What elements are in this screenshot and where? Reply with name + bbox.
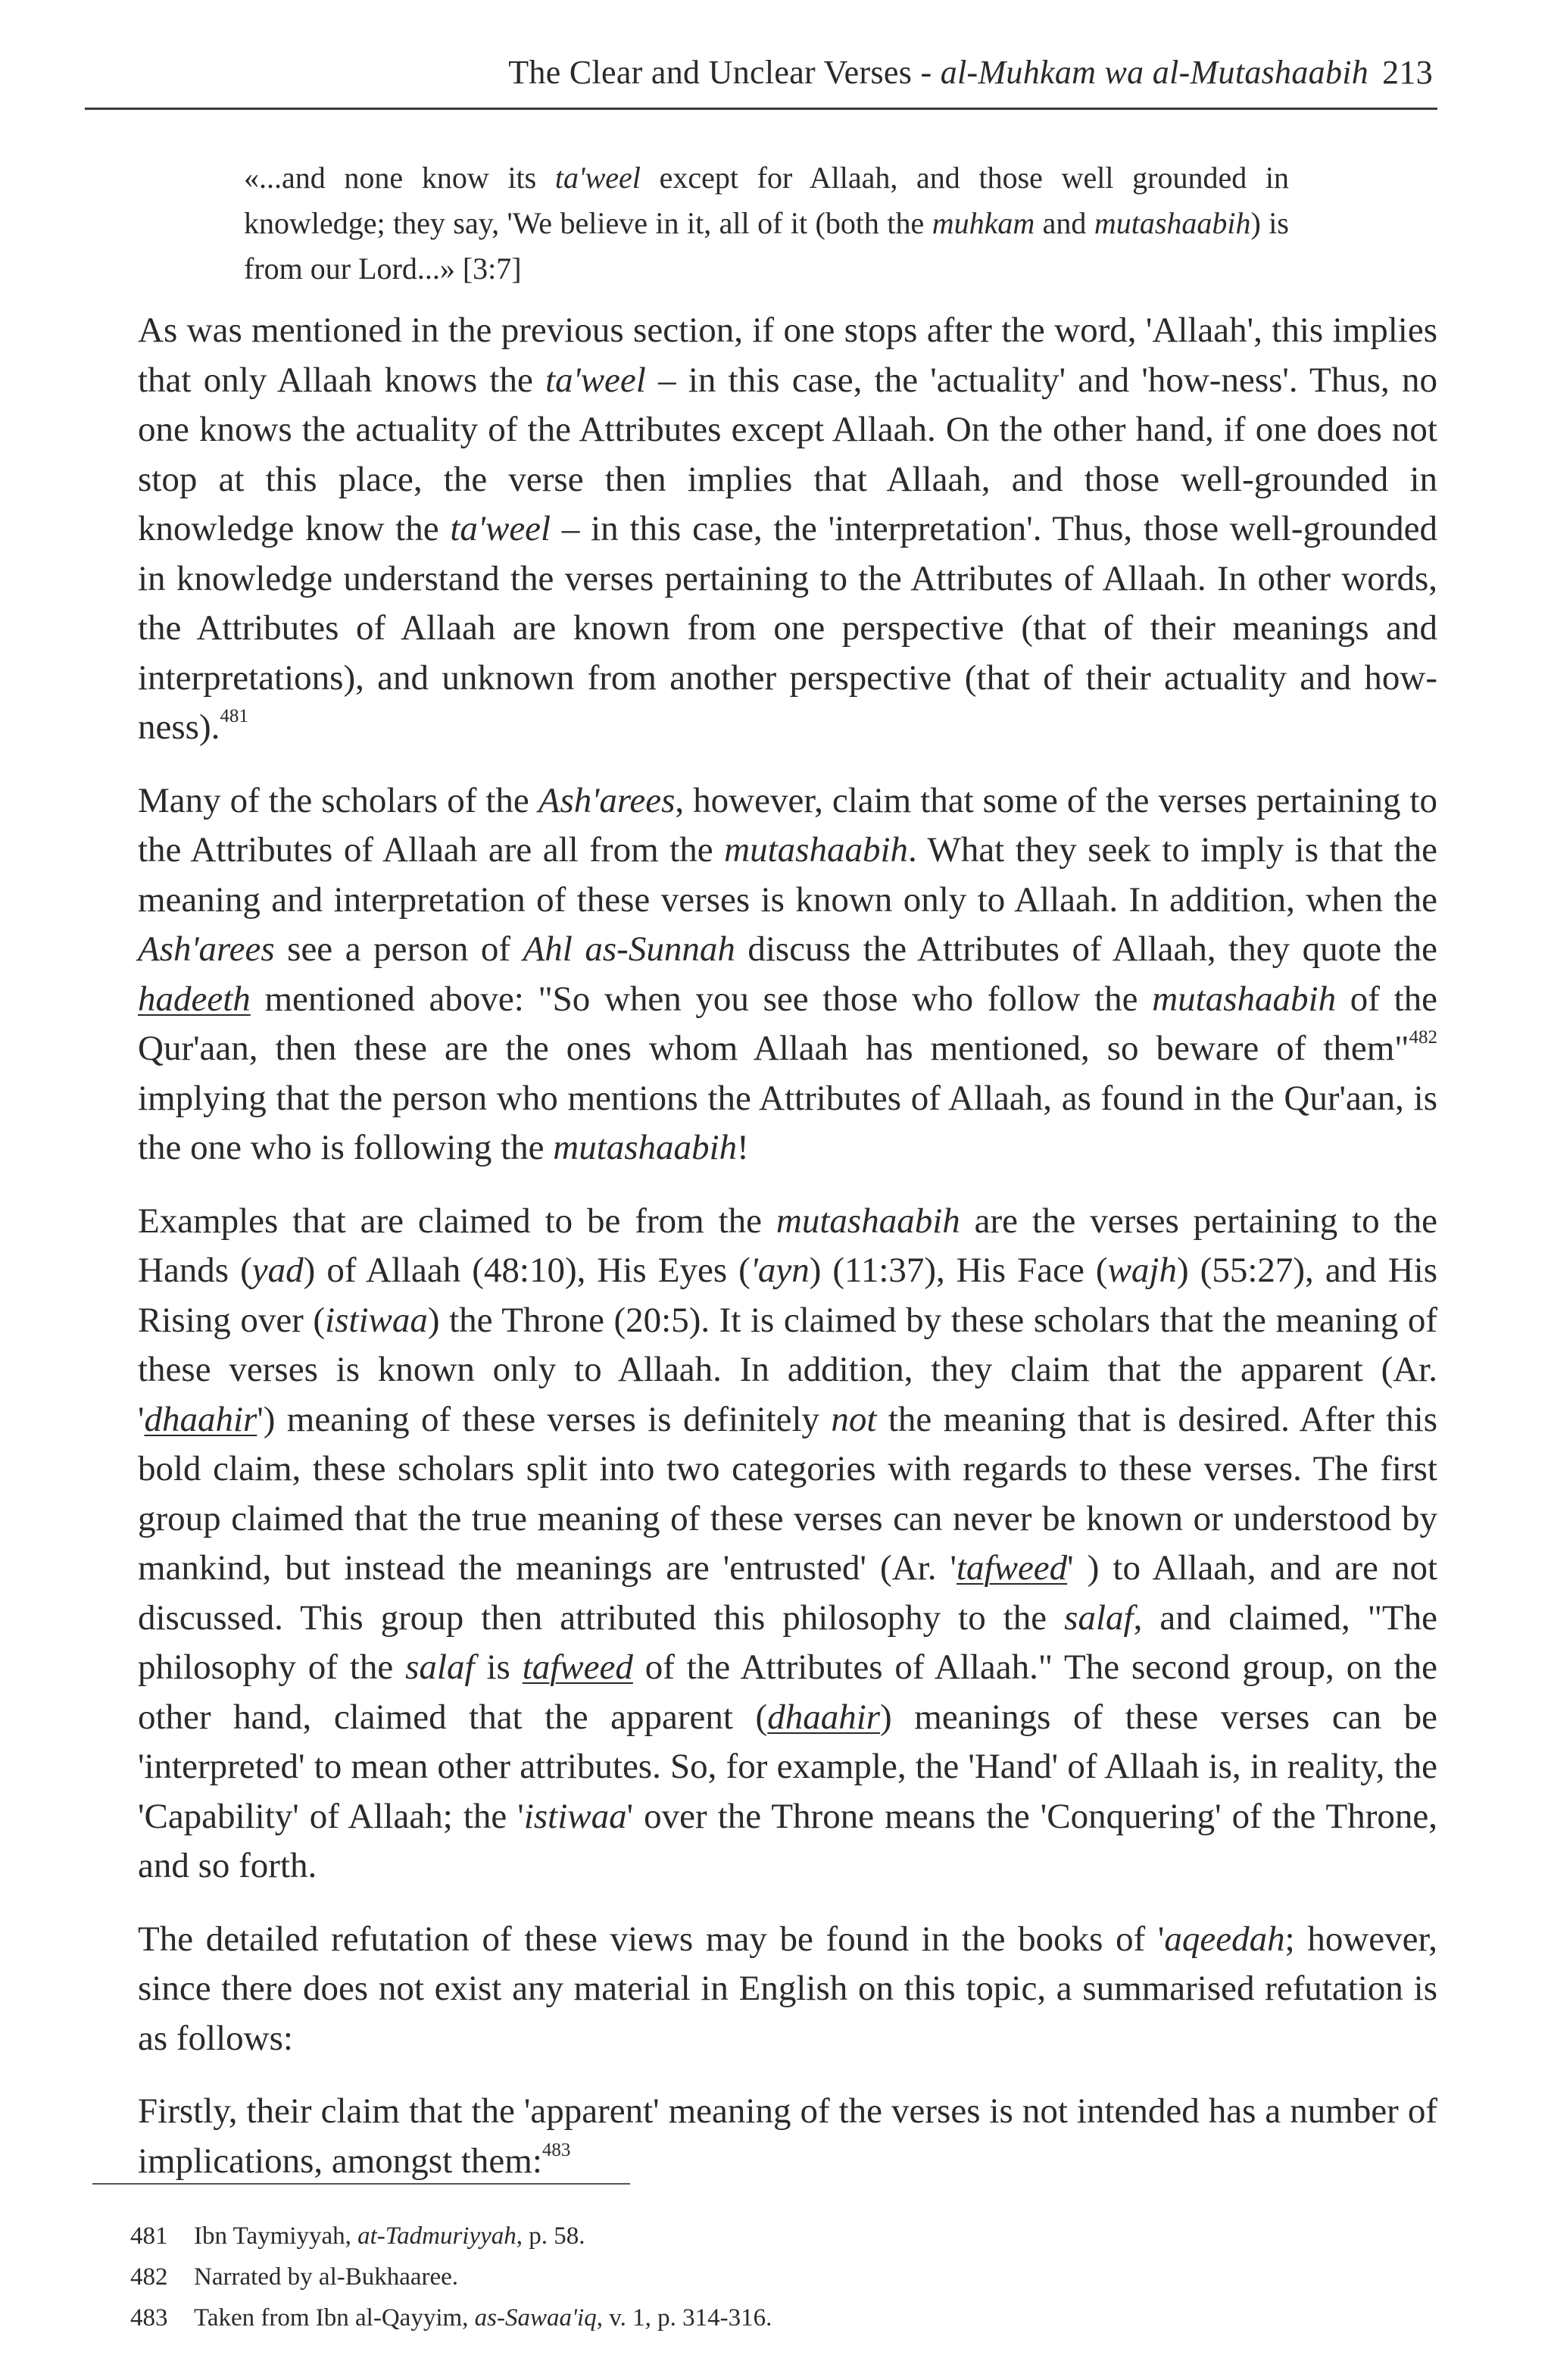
text-run: is bbox=[474, 1648, 523, 1687]
text-run: ) (11:37), His Face ( bbox=[809, 1251, 1108, 1290]
footnote-number: 483 bbox=[130, 2304, 168, 2332]
text-run: of the Attributes of Allaah." The second group, on the other hand, claimed that the apparent ( bbox=[138, 1648, 1437, 1737]
quote-term: muhkam bbox=[932, 206, 1035, 240]
header-title-italic: al-Muhkam wa al-Mutashaabih bbox=[940, 54, 1369, 91]
text-run: Examples that are claimed to be from the bbox=[138, 1201, 776, 1241]
paragraph-4 bbox=[138, 1915, 1437, 2064]
italic-term: Ahl as-Sunnah bbox=[523, 929, 735, 969]
page-number: 213 bbox=[1382, 54, 1433, 91]
text-run: mentioned above: "So when you see those who follow the bbox=[250, 979, 1153, 1019]
italic-term: salaf bbox=[405, 1648, 475, 1687]
footnote-ref[interactable]: 481 bbox=[220, 706, 248, 726]
text-run: , and claimed, "The philosophy of the bbox=[138, 1598, 1437, 1687]
italic-term: mutashaabih bbox=[1152, 979, 1337, 1019]
italic-term: tafweed bbox=[522, 1648, 633, 1687]
text-run: discuss the Attributes of Allaah, they quote the bbox=[735, 929, 1437, 969]
italic-term: salaf bbox=[1064, 1598, 1134, 1638]
text-run: As was mentioned in the previous section, if one stops after the word, 'Allaah', this implies that only Allaah knows the bbox=[138, 311, 1437, 400]
footnote-title: at-Tadmuriyyah bbox=[357, 2222, 516, 2250]
text-run: ) (55:27), and His Rising over ( bbox=[138, 1251, 1438, 1340]
footnote-482 bbox=[130, 2257, 1266, 2297]
quote-text: and bbox=[1035, 206, 1094, 240]
footnote-text: Narrated by al-Bukhaaree. bbox=[194, 2263, 459, 2291]
text-run: Many of the scholars of the bbox=[138, 780, 538, 820]
italic-term: mutashaabih bbox=[776, 1201, 960, 1241]
italic-term: istiwaa bbox=[325, 1300, 428, 1340]
quote-text: except for Allaah, and those well grounded in knowledge; they say, 'We believe in it, all of it (both the bbox=[244, 161, 1290, 240]
footnote-title: as-Sawaa'iq bbox=[474, 2304, 597, 2332]
paragraph-3 bbox=[138, 1197, 1437, 1891]
italic-term: dhaahir bbox=[767, 1697, 881, 1737]
italic-term: tafweed bbox=[956, 1548, 1068, 1588]
paragraph-5 bbox=[138, 2087, 1437, 2186]
quote-text: ) is from our Lord...» [3:7] bbox=[244, 206, 1289, 286]
header-title: The Clear and Unclear Verses - bbox=[508, 54, 941, 91]
text-run: . What they seek to imply is that the meaning and interpretation of these verses is known only to Allaah. In addition, when the bbox=[138, 830, 1437, 920]
footnote-number: 481 bbox=[130, 2222, 168, 2250]
italic-term: hadeeth bbox=[138, 979, 251, 1019]
text-run: The detailed refutation of these views may be found in the books of ' bbox=[138, 1919, 1165, 1959]
italic-term: not bbox=[831, 1399, 877, 1439]
footnotes bbox=[130, 2216, 1266, 2338]
text-run: Firstly, their claim that the 'apparent' meaning of the verses is not intended has a number of implications, amongst them: bbox=[138, 2091, 1437, 2181]
italic-term: mutashaabih bbox=[724, 830, 909, 870]
text-run: – in this case, the 'interpretation'. Thus, those well-grounded in knowledge understand the verses pertaining to the Attributes of Allaah. In other words, the Attributes of Allaah are known from one perspective (that of their meanings and interpretations), and unknown from another perspective (that of their actuality and how-ness). bbox=[138, 509, 1437, 747]
paragraph-2 bbox=[138, 776, 1437, 1173]
text-run: ' ) to Allaah, and are not discussed. This group then attributed this philosophy to the bbox=[138, 1548, 1437, 1638]
text-run: ) of Allaah (48:10), His Eyes ( bbox=[303, 1251, 751, 1290]
text-run: implying that the person who mentions the Attributes of Allaah, as found in the Qur'aan, is the one who is following the bbox=[138, 1078, 1437, 1167]
footnote-divider bbox=[92, 2183, 630, 2185]
text-run: ) meanings of these verses can be 'interpreted' to mean other attributes. So, for example, the 'Hand' of Allaah is, in reality, the 'Capability' of Allaah; the ' bbox=[138, 1697, 1437, 1836]
header-text bbox=[508, 53, 1433, 92]
italic-term: ta'weel bbox=[545, 360, 646, 400]
italic-term: istiwaa bbox=[523, 1796, 627, 1836]
footnote-text: Ibn Taymiyyah, bbox=[194, 2222, 358, 2250]
footnote-ref[interactable]: 482 bbox=[1409, 1027, 1437, 1048]
quote-text: «...and none know its bbox=[244, 161, 555, 195]
italic-term: yad bbox=[251, 1251, 304, 1290]
text-run: ) the Throne (20:5). It is claimed by these scholars that the meaning of these verses is known only to Allaah. In addition, they claim that the apparent (Ar. ' bbox=[138, 1300, 1437, 1439]
text-run: ' over the Throne means the 'Conquering' of the Throne, and so forth. bbox=[138, 1796, 1437, 1885]
quranic-quote bbox=[244, 155, 1289, 292]
footnote-483 bbox=[130, 2297, 1266, 2338]
quote-term: ta'weel bbox=[554, 161, 641, 195]
italic-term: ta'weel bbox=[450, 509, 551, 548]
italic-term: Ash'arees bbox=[538, 780, 676, 820]
footnote-number: 482 bbox=[130, 2263, 168, 2291]
footnote-text: Taken from Ibn al-Qayyim, bbox=[194, 2304, 475, 2332]
text-run: see a person of bbox=[274, 929, 523, 969]
footnote-text: , p. 58. bbox=[516, 2222, 585, 2250]
quote-term: mutashaabih bbox=[1094, 206, 1251, 240]
text-run: ! bbox=[737, 1128, 749, 1167]
text-run: – in this case, the 'actuality' and 'how-ness'. Thus, no one knows the actuality of the Attributes except Allaah. On the other hand, if one does not stop at this place, the verse then implies that Allaah, and those well-grounded in knowledge know the bbox=[138, 360, 1438, 548]
footnote-text: , v. 1, p. 314-316. bbox=[596, 2304, 772, 2332]
paragraph-1 bbox=[138, 306, 1437, 753]
italic-term: dhaahir bbox=[144, 1399, 257, 1439]
text-run: , however, claim that some of the verses pertaining to the Attributes of Allaah are all from the bbox=[138, 780, 1437, 870]
text-run: of the Qur'aan, then these are the ones whom Allaah has mentioned, so beware of them" bbox=[138, 979, 1437, 1068]
body-text bbox=[138, 306, 1437, 2210]
italic-term: 'ayn bbox=[750, 1251, 810, 1290]
text-run: ; however, since there does not exist any material in English on this topic, a summarised refutation is as follows: bbox=[138, 1919, 1437, 2058]
italic-term: aqeedah bbox=[1164, 1919, 1285, 1959]
footnote-ref[interactable]: 483 bbox=[541, 2139, 571, 2160]
footnote-481 bbox=[130, 2216, 1266, 2257]
text-run: are the verses pertaining to the Hands ( bbox=[138, 1201, 1437, 1290]
text-run: the meaning that is desired. After this bold claim, these scholars split into two categories with regards to these verses. The first group claimed that the true meaning of these verses can never be known or understood by mankind, but instead the meanings are 'entrusted' (Ar. ' bbox=[138, 1399, 1438, 1588]
italic-term: Ash'arees bbox=[138, 929, 275, 969]
italic-term: wajh bbox=[1107, 1251, 1177, 1290]
italic-term: mutashaabih bbox=[553, 1128, 738, 1167]
running-header bbox=[85, 47, 1437, 110]
text-run: ') meaning of these verses is definitely bbox=[257, 1399, 832, 1439]
